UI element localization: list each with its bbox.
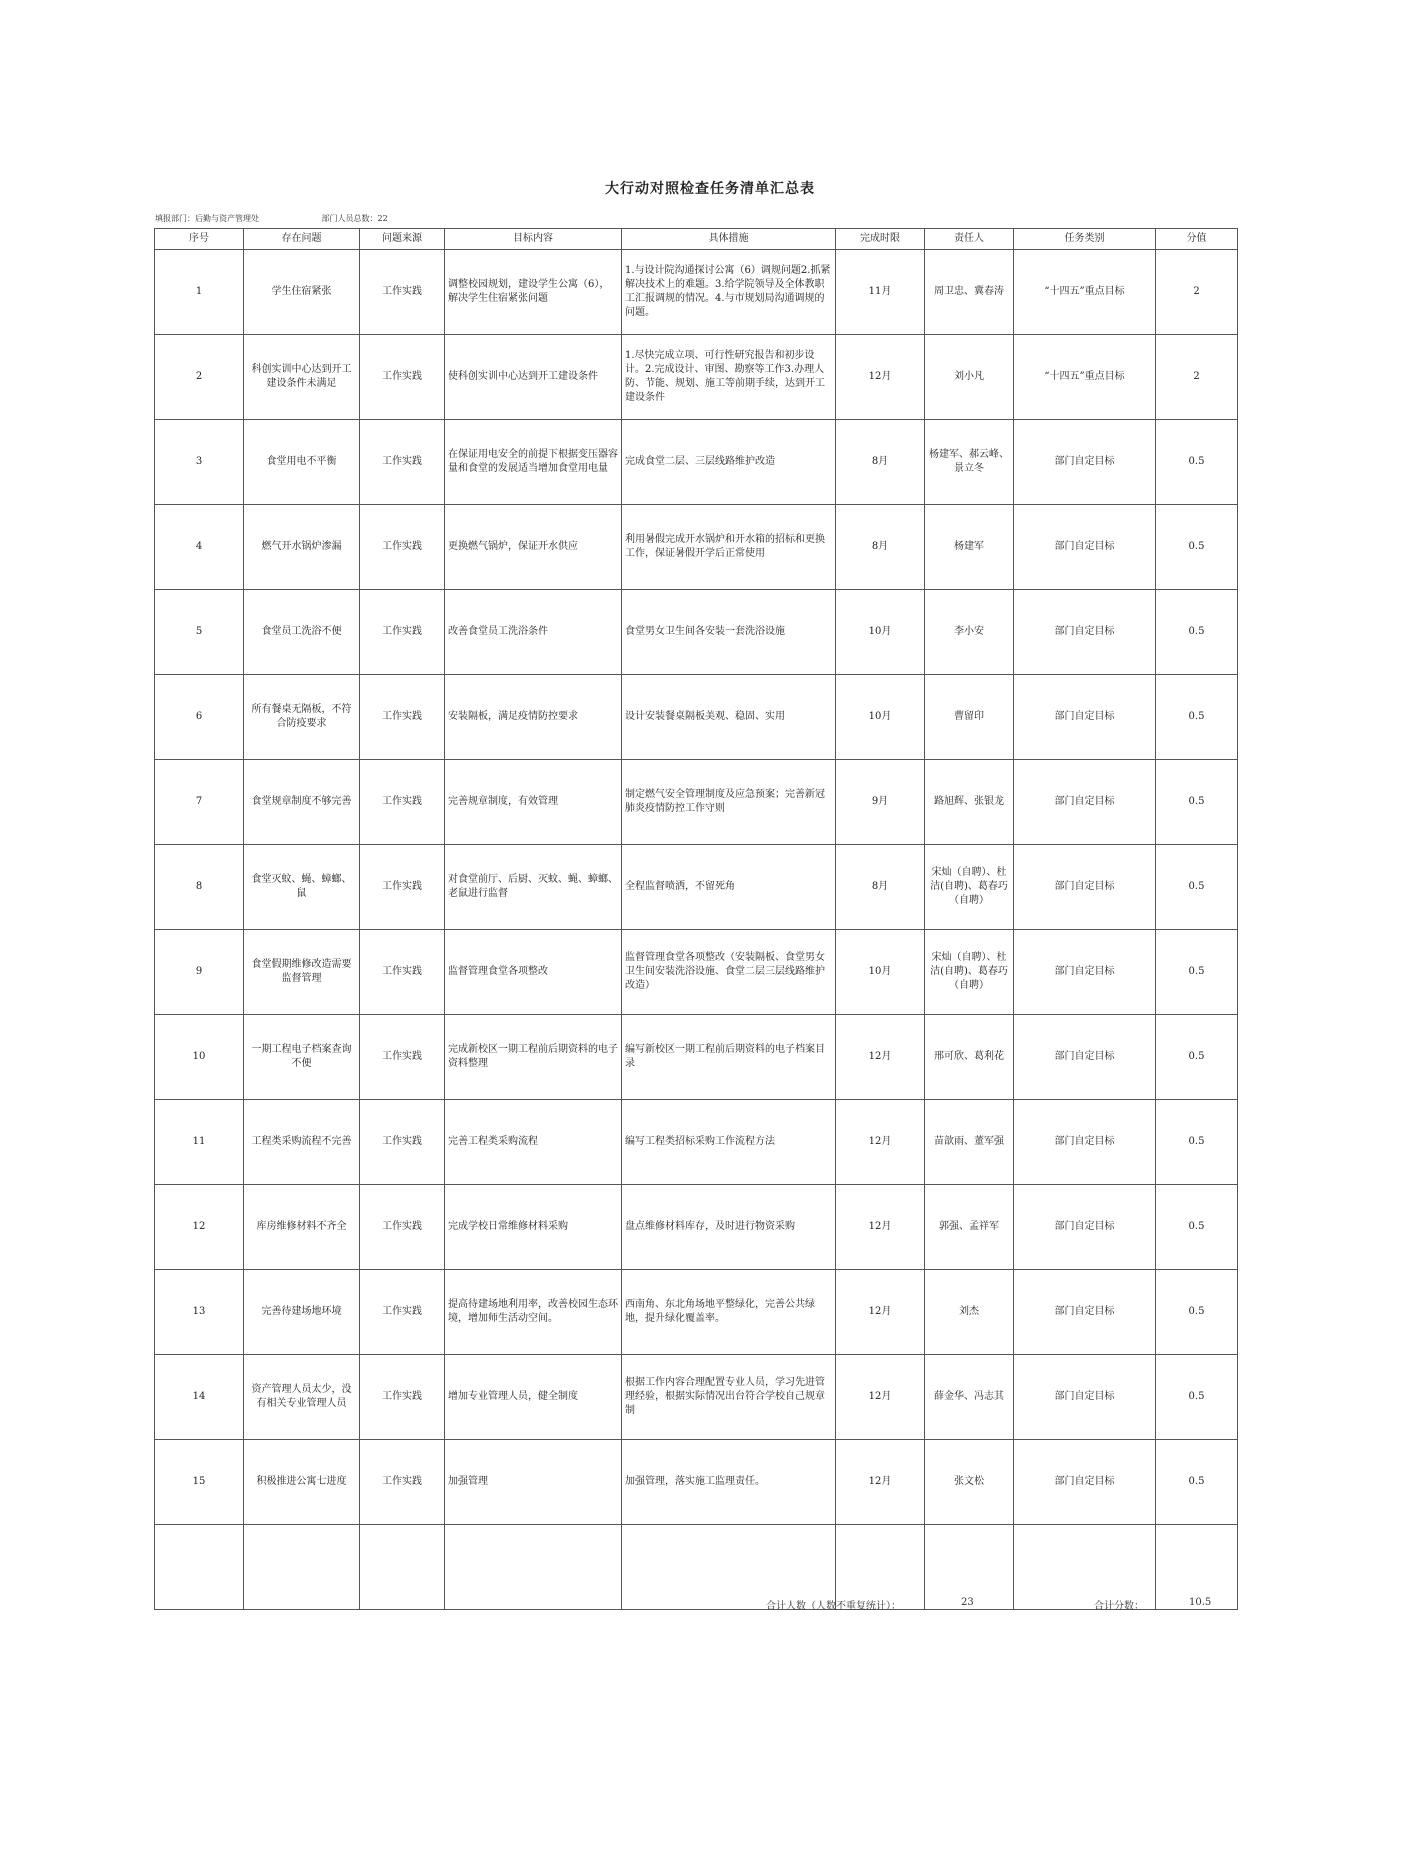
source-cell: 工作实践 [360,1015,445,1100]
table-row [155,1015,1238,1100]
table-row [155,845,1238,930]
table-row [155,335,1238,420]
goal-cell: 完善规章制度，有效管理 [445,760,622,845]
header-row [155,229,1238,250]
owner-cell: 薛金华、冯志其 [925,1355,1014,1440]
header-problem: 存在问题 [244,229,360,250]
goal-cell: 改善食堂员工洗浴条件 [445,590,622,675]
category-cell: 部门自定目标 [1014,590,1156,675]
source-cell: 工作实践 [360,1440,445,1525]
owner-cell: 杨建军 [925,505,1014,590]
task-table [154,228,1238,1610]
table-row [155,1185,1238,1270]
source-cell: 工作实践 [360,590,445,675]
measure-cell: 利用暑假完成开水锅炉和开水箱的招标和更换工作，保证暑假开学后正常使用 [622,505,836,590]
source-cell: 工作实践 [360,845,445,930]
measure-cell: 制定燃气安全管理制度及应急预案；完善新冠肺炎疫情防控工作守则 [622,760,836,845]
owner-cell: 李小安 [925,590,1014,675]
score-cell: 0.5 [1156,1185,1238,1270]
source-cell: 工作实践 [360,335,445,420]
deadline-cell: 12月 [836,1100,925,1185]
table-row [155,420,1238,505]
deadline-cell: 12月 [836,1270,925,1355]
category-cell: 部门自定目标 [1014,930,1156,1015]
total-people-value: 23 [961,1597,974,1608]
row-number: 1 [155,250,244,335]
score-cell: 0.5 [1156,1440,1238,1525]
row-number: 13 [155,1270,244,1355]
source-cell: 工作实践 [360,250,445,335]
table-row [155,505,1238,590]
deadline-cell: 8月 [836,845,925,930]
row-number: 8 [155,845,244,930]
problem-cell: 学生住宿紧张 [244,250,360,335]
category-cell: 部门自定目标 [1014,845,1156,930]
measure-cell: 编写新校区一期工程前后期资料的电子档案目录 [622,1015,836,1100]
measure-cell: 完成食堂二层、三层线路维护改造 [622,420,836,505]
department-label: 填报部门：后勤与资产管理处 [155,214,259,223]
source-cell: 工作实践 [360,930,445,1015]
measure-cell: 设计安装餐桌隔板美观、稳固、实用 [622,675,836,760]
row-number: 9 [155,930,244,1015]
category-cell: 部门自定目标 [1014,420,1156,505]
owner-cell: 周卫忠、冀春涛 [925,250,1014,335]
row-number: 14 [155,1355,244,1440]
measure-cell: 食堂男女卫生间各安装一套洗浴设施 [622,590,836,675]
problem-cell: 燃气开水锅炉渗漏 [244,505,360,590]
category-cell: 部门自定目标 [1014,675,1156,760]
score-cell: 0.5 [1156,420,1238,505]
table-row [155,1355,1238,1440]
deadline-cell: 10月 [836,590,925,675]
source-cell: 工作实践 [360,1185,445,1270]
problem-cell: 食堂灭蚊、蝇、蟑螂、鼠 [244,845,360,930]
table-row [155,930,1238,1015]
table-row [155,1270,1238,1355]
header-measure: 具体措施 [622,229,836,250]
score-cell: 0.5 [1156,760,1238,845]
owner-cell: 曹留印 [925,675,1014,760]
source-cell: 工作实践 [360,1270,445,1355]
category-cell: 部门自定目标 [1014,505,1156,590]
owner-cell: 宋灿（自聘）、杜洁(自聘)、葛春巧（自聘） [925,845,1014,930]
score-cell: 0.5 [1156,1355,1238,1440]
problem-cell: 一期工程电子档案查询不便 [244,1015,360,1100]
score-cell: 0.5 [1156,1015,1238,1100]
score-cell: 0.5 [1156,590,1238,675]
problem-cell: 食堂假期维修改造需要监督管理 [244,930,360,1015]
measure-cell: 根据工作内容合理配置专业人员，学习先进管理经验，根据实际情况出台符合学校自己规章制 [622,1355,836,1440]
measure-cell: 编写工程类招标采购工作流程方法 [622,1100,836,1185]
goal-cell: 在保证用电安全的前提下根据变压器容量和食堂的发展适当增加食堂用电量 [445,420,622,505]
row-number: 11 [155,1100,244,1185]
page-title: 大行动对照检查任务清单汇总表 [605,181,815,197]
source-cell: 工作实践 [360,420,445,505]
category-cell: 部门自定目标 [1014,1185,1156,1270]
goal-cell: 加强管理 [445,1440,622,1525]
score-cell: 2 [1156,335,1238,420]
measure-cell: 加强管理，落实施工监理责任。 [622,1440,836,1525]
table-row [155,250,1238,335]
measure-cell: 1.尽快完成立项、可行性研究报告和初步设计。2.完成设计、审图、勘察等工作3.办理人防、节能、规划、施工等前期手续，达到开工建设条件 [622,335,836,420]
row-number: 7 [155,760,244,845]
category-cell: 部门自定目标 [1014,1270,1156,1355]
deadline-cell: 12月 [836,1185,925,1270]
category-cell: “十四五”重点目标 [1014,335,1156,420]
report-meta [155,213,388,224]
staff-count-label: 部门人员总数：22 [321,214,388,223]
category-cell: “十四五”重点目标 [1014,250,1156,335]
measure-cell: 西南角、东北角场地平整绿化，完善公共绿地，提升绿化覆盖率。 [622,1270,836,1355]
header-owner: 责任人 [925,229,1014,250]
score-cell: 0.5 [1156,505,1238,590]
problem-cell: 所有餐桌无隔板，不符合防疫要求 [244,675,360,760]
problem-cell: 工程类采购流程不完善 [244,1100,360,1185]
measure-cell: 监督管理食堂各项整改（安装隔板、食堂男女卫生间安装洗浴设施、食堂二层三层线路维护改造） [622,930,836,1015]
category-cell: 部门自定目标 [1014,1440,1156,1525]
measure-cell: 1.与设计院沟通探讨公寓（6）调规问题2.抓紧解决技术上的难题。3.给学院领导及全体教职工汇报调规的情况。4.与市规划局沟通调规的问题。 [622,250,836,335]
table-row [155,760,1238,845]
table-row [155,1440,1238,1525]
deadline-cell: 12月 [836,335,925,420]
owner-cell: 郭强、孟祥军 [925,1185,1014,1270]
owner-cell: 路旭辉、张银龙 [925,760,1014,845]
goal-cell: 更换燃气锅炉，保证开水供应 [445,505,622,590]
header-deadline: 完成时限 [836,229,925,250]
row-number: 4 [155,505,244,590]
row-number: 12 [155,1185,244,1270]
total-people-label: 合计人数（人数不重复统计）： [766,1601,901,1612]
score-cell: 0.5 [1156,1100,1238,1185]
source-cell: 工作实践 [360,505,445,590]
row-number: 2 [155,335,244,420]
owner-cell: 刘杰 [925,1270,1014,1355]
table-row [155,1100,1238,1185]
deadline-cell: 8月 [836,505,925,590]
problem-cell: 积极推进公寓七进度 [244,1440,360,1525]
row-number: 3 [155,420,244,505]
owner-cell: 张文松 [925,1440,1014,1525]
problem-cell: 完善待建场地环境 [244,1270,360,1355]
deadline-cell: 11月 [836,250,925,335]
deadline-cell: 10月 [836,930,925,1015]
header-score: 分值 [1156,229,1238,250]
table-row [155,675,1238,760]
goal-cell: 完成学校日常维修材料采购 [445,1185,622,1270]
owner-cell: 杨建军、郝云峰、景立冬 [925,420,1014,505]
goal-cell: 完成新校区一期工程前后期资料的电子资料整理 [445,1015,622,1100]
problem-cell: 食堂规章制度不够完善 [244,760,360,845]
owner-cell: 邢可欣、葛利花 [925,1015,1014,1100]
source-cell: 工作实践 [360,1355,445,1440]
owner-cell: 宋灿（自聘）、杜洁(自聘)、葛春巧（自聘） [925,930,1014,1015]
deadline-cell: 8月 [836,420,925,505]
deadline-cell: 9月 [836,760,925,845]
problem-cell: 食堂员工洗浴不便 [244,590,360,675]
problem-cell: 科创实训中心达到开工建设条件未满足 [244,335,360,420]
header-no: 序号 [155,229,244,250]
goal-cell: 使科创实训中心达到开工建设条件 [445,335,622,420]
goal-cell: 安装隔板，满足疫情防控要求 [445,675,622,760]
problem-cell: 库房维修材料不齐全 [244,1185,360,1270]
category-cell: 部门自定目标 [1014,1015,1156,1100]
source-cell: 工作实践 [360,1100,445,1185]
source-cell: 工作实践 [360,760,445,845]
row-number: 10 [155,1015,244,1100]
score-cell: 0.5 [1156,1270,1238,1355]
row-number: 6 [155,675,244,760]
measure-cell: 全程监督喷洒，不留死角 [622,845,836,930]
goal-cell: 增加专业管理人员，健全制度 [445,1355,622,1440]
source-cell: 工作实践 [360,675,445,760]
category-cell: 部门自定目标 [1014,760,1156,845]
header-goal: 目标内容 [445,229,622,250]
problem-cell: 资产管理人员太少，没有相关专业管理人员 [244,1355,360,1440]
deadline-cell: 12月 [836,1015,925,1100]
goal-cell: 调整校园规划，建设学生公寓（6），解决学生住宿紧张问题 [445,250,622,335]
header-source: 问题来源 [360,229,445,250]
problem-cell: 食堂用电不平衡 [244,420,360,505]
score-cell: 0.5 [1156,930,1238,1015]
goal-cell: 完善工程类采购流程 [445,1100,622,1185]
total-score-value: 10.5 [1189,1597,1212,1608]
score-cell: 2 [1156,250,1238,335]
score-cell: 0.5 [1156,845,1238,930]
goal-cell: 对食堂前厅、后厨、灭蚊、蝇、蟑螂、老鼠进行监督 [445,845,622,930]
row-number: 15 [155,1440,244,1525]
total-score-label: 合计分数： [1094,1601,1144,1612]
owner-cell: 刘小凡 [925,335,1014,420]
score-cell: 0.5 [1156,675,1238,760]
header-category: 任务类别 [1014,229,1156,250]
deadline-cell: 10月 [836,675,925,760]
goal-cell: 提高待建场地利用率，改善校园生态环境，增加师生活动空间。 [445,1270,622,1355]
category-cell: 部门自定目标 [1014,1355,1156,1440]
deadline-cell: 12月 [836,1355,925,1440]
table-row [155,590,1238,675]
deadline-cell: 12月 [836,1440,925,1525]
category-cell: 部门自定目标 [1014,1100,1156,1185]
owner-cell: 苗歆雨、董军强 [925,1100,1014,1185]
summary-row [154,1597,1237,1611]
row-number: 5 [155,590,244,675]
goal-cell: 监督管理食堂各项整改 [445,930,622,1015]
measure-cell: 盘点维修材料库存，及时进行物资采购 [622,1185,836,1270]
